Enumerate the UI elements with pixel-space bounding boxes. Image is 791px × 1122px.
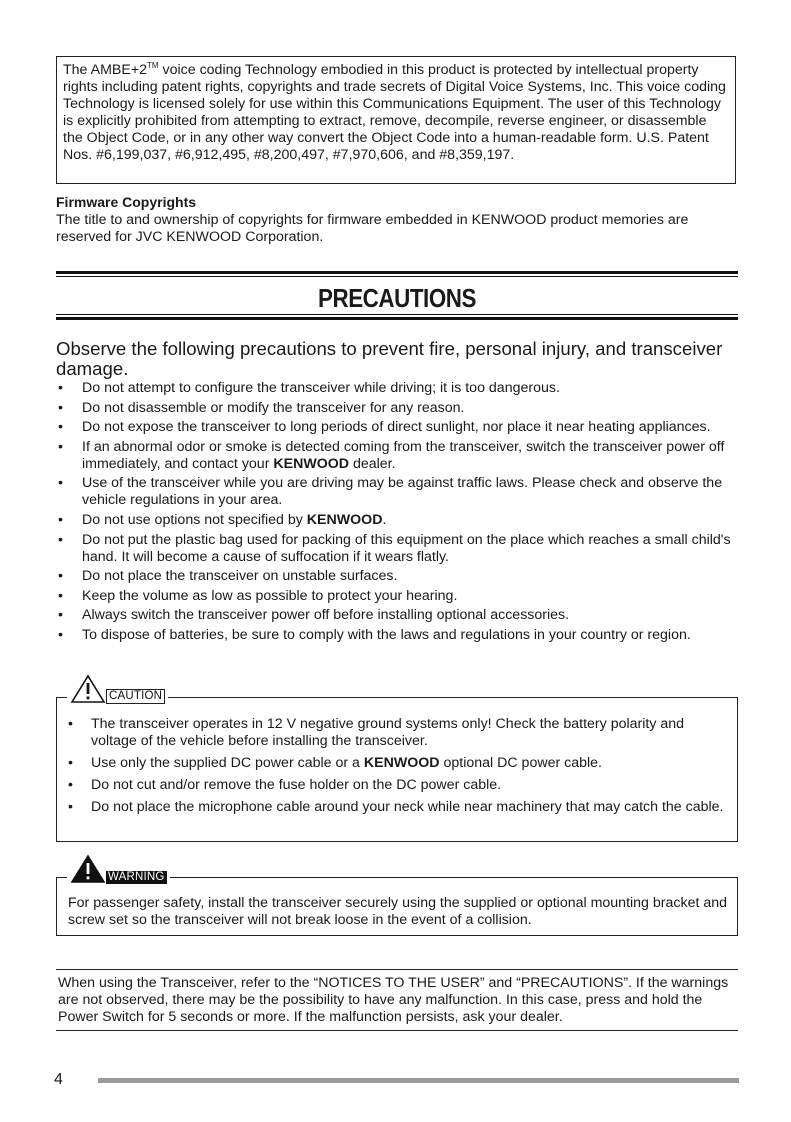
warning-text: For passenger safety, install the transceiver securely using the supplied or optional mounting bracket and screw set so the transceiver will not break loose in the event of a collision. [68,895,728,928]
footer-bar [98,1078,739,1083]
user-notice: When using the Transceiver, refer to the “NOTICES TO THE USER” and “PRECAUTIONS”. If the warnings are not observed, there may be the possibility to have any malfunction. In this case, press and hold the Power Switch for 5 seconds or more. If the malfunction persists, ask your dealer. [56,969,738,1031]
page-number: 4 [54,1071,63,1088]
list-item: • To dispose of batteries, be sure to comply with the laws and regulations in your country or region. [56,627,746,644]
warning-triangle-icon [70,854,106,884]
list-item: • If an abnormal odor or smoke is detected coming from the transceiver, switch the transceiver power off immediately, and contact your KENWOOD dealer. [56,439,746,473]
warning-label: WARNING [108,871,165,883]
caution-box [56,690,738,842]
page-title: PRECAUTIONS [317,283,477,313]
brand-name: KENWOOD [273,455,350,472]
caution-list [65,716,731,821]
list-item: • The transceiver operates in 12 V negative ground systems only! Check the battery polarity and voltage of the vehicle before installing the transceiver. [65,716,731,750]
list-item: • Do not attempt to configure the transceiver while driving; it is too dangerous. [56,380,746,397]
brand-name: KENWOOD [363,755,440,771]
precautions-intro: Observe the following precautions to prevent fire, personal injury, and transceiver damage. [56,338,723,379]
firmware-body: The title to and ownership of copyrights for firmware embedded in KENWOOD product memories are reserved for JVC KENWOOD Corporation. [56,212,689,245]
firmware-heading: Firmware Copyrights [56,194,197,210]
list-item: • Use of the transceiver while you are driving may be against traffic laws. Please check and observe the vehicle regulations in your area. [56,475,746,509]
title-rule-bottom-thin [56,314,738,315]
brand-name: KENWOOD [306,511,383,528]
list-item: • Do not place the transceiver on unstable surfaces. [56,568,746,585]
list-item: • Use only the supplied DC power cable or a KENWOOD optional DC power cable. [65,755,731,772]
precautions-list [56,380,746,647]
list-item: • Keep the volume as low as possible to protect your hearing. [56,588,746,605]
title-rule-top [56,271,738,274]
warning-header [67,854,170,884]
ambe-notice-text: voice coding Technology embodied in this product is protected by intellectual property rights including patent rights, copyrights and trade secrets of Digital Voice Systems, Inc. This voice coding Technology is licensed solely for use within this Communications Equipment. The user of this Technology is explicitly prohibited from attempting to extract, remove, decompile, reverse engineer, or disassemble the Object Code, or in any other way convert the Object Code into a human-readable form. U.S. Patent Nos. #6,199,037, #6,912,495, #8,200,497, #7,970,606, and #8,359,197. [63,62,726,163]
list-item: • Do not cut and/or remove the fuse holder on the DC power cable. [65,777,731,794]
warning-box [56,871,738,936]
caution-label: CAUTION [106,689,165,704]
title-rule-top-thin [56,276,738,277]
trademark-superscript: TM [147,61,159,70]
list-item: • Do not put the plastic bag used for packing of this equipment on the place which reaches a small child's hand. It will become a cause of suffocation if it wears flatly. [56,532,746,566]
list-item: • Do not disassemble or modify the transceiver for any reason. [56,400,746,417]
list-item: • Do not expose the transceiver to long periods of direct sunlight, nor place it near heating appliances. [56,419,746,436]
list-item: • Do not use options not specified by KENWOOD. [56,512,746,529]
ambe-prefix: The AMBE+2 [63,62,147,78]
caution-triangle-icon [70,674,106,704]
caution-header [67,674,168,704]
title-rule-bottom [56,317,738,320]
ambe-license-notice [56,56,736,184]
list-item: • Always switch the transceiver power off before installing optional accessories. [56,607,746,624]
list-item: • Do not place the microphone cable around your neck while near machinery that may catch the cable. [65,799,731,816]
